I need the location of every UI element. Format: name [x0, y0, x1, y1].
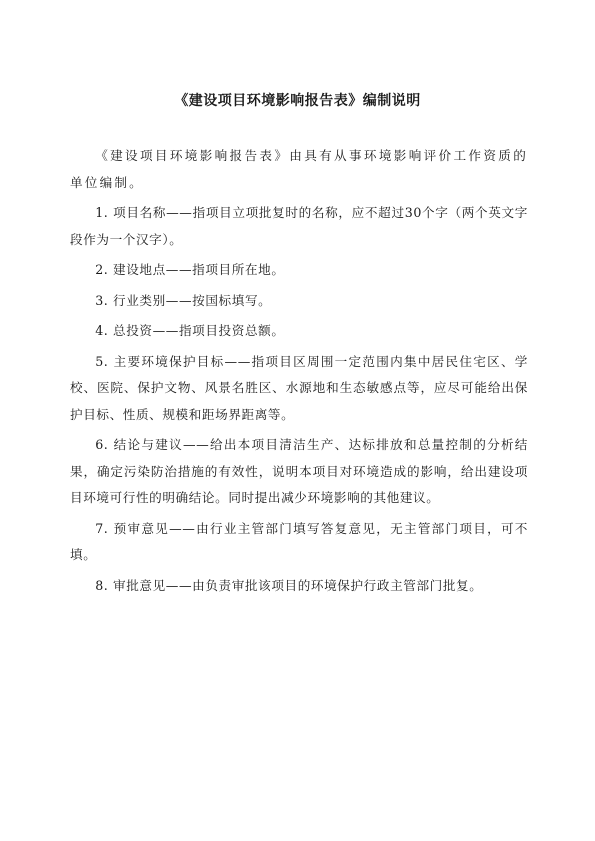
item-construction-site: 2. 建设地点——指项目所在地。: [95, 262, 285, 277]
item-approval-opinion: 8. 审批意见——由负责审批该项目的环境保护行政主管部门批复。: [95, 577, 483, 593]
document-title: 《建设项目环境影响报告表》编制说明: [174, 93, 421, 109]
item-protection-targets: 5. 主要环境保护目标——指项目区周围一定范围内集中居民住宅区、学校、医院、保护文物、风景名胜区、水源地和生态敏感点等，应尽可能给出保护目标、性质、规模和距场界距离等。: [70, 353, 528, 422]
item-pre-review-opinion: 7. 预审意见——由行业主管部门填写答复意见，无主管部门项目，可不填。: [70, 520, 528, 562]
item-conclusions: 6. 结论与建议——给出本项目清洁生产、达标排放和总量控制的分析结果，确定污染防治措施的有效性，说明本项目对环境造成的影响，给出建设项目环境可行性的明确结论。同时提出减少环境影响的其他建议。: [70, 437, 528, 505]
item-total-investment: 4. 总投资——指项目投资总额。: [95, 323, 285, 338]
item-industry-category: 3. 行业类别——按国标填写。: [95, 292, 272, 308]
document-body: [70, 143, 528, 603]
intro-paragraph: 《建设项目环境影响报告表》由具有从事环境影响评价工作资质的单位编制。: [70, 148, 528, 190]
item-project-name: 1. 项目名称——指项目立项批复时的名称，应不超过30个字（两个英文字段作为一个汉字）。: [70, 205, 528, 247]
